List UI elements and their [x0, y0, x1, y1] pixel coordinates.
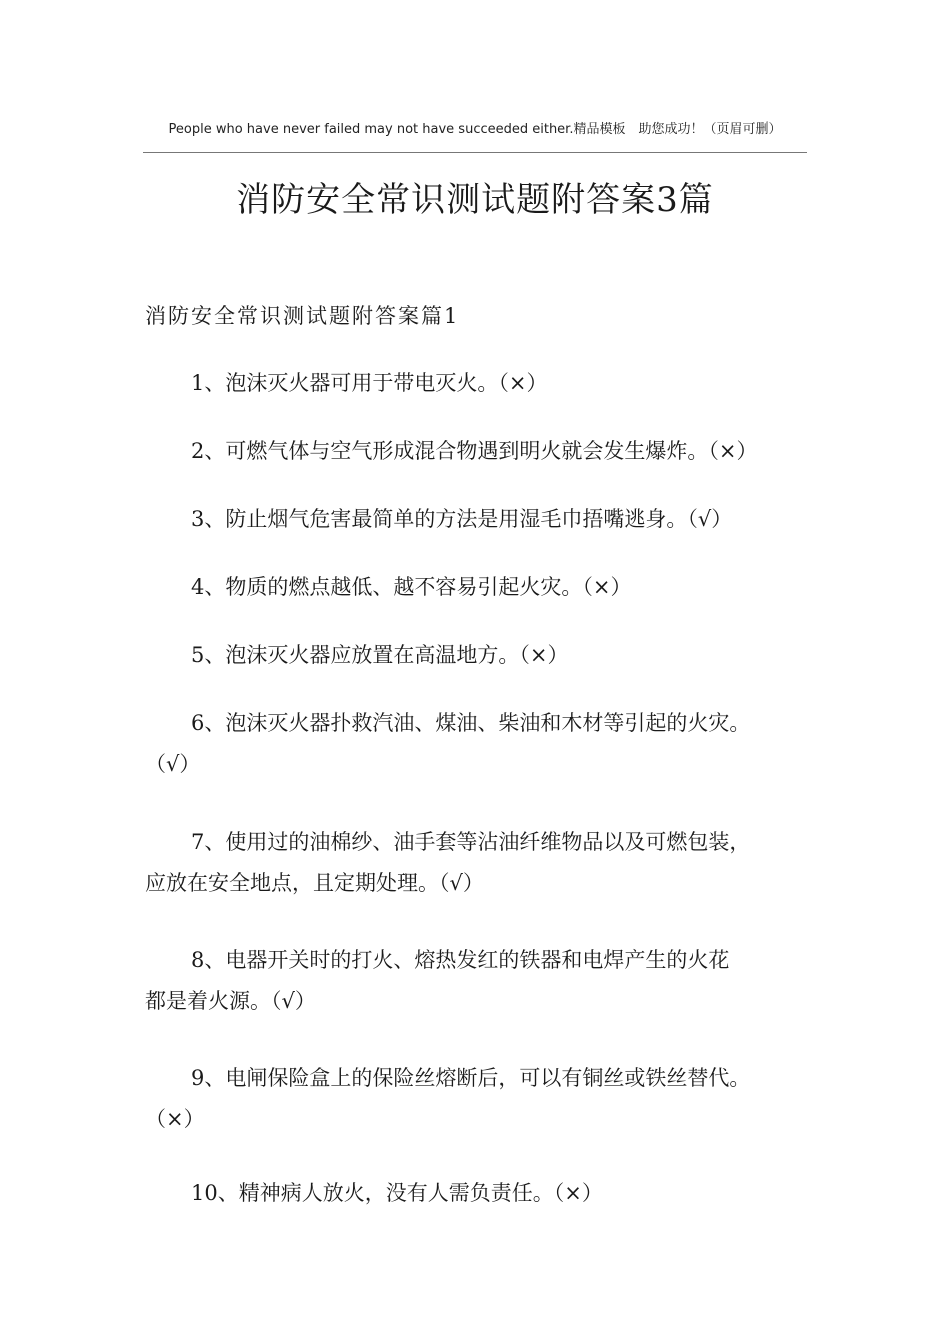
question-item	[145, 1177, 810, 1210]
question-text: 6、泡沫灭火器扑救汽油、煤油、柴油和木材等引起的火灾。	[191, 711, 751, 735]
question-text-continued: 应放在安全地点，且定期处理。（√）	[145, 871, 484, 895]
question-item	[145, 944, 810, 1018]
question-answer: （×）	[145, 1107, 205, 1131]
question-item	[145, 1062, 810, 1136]
question-text: 1、泡沫灭火器可用于带电灭火。（×）	[191, 371, 548, 395]
question-answer: （√）	[145, 752, 201, 776]
question-text: 10、精神病人放火，没有人需负责任。（×）	[191, 1181, 603, 1205]
document-title: 消防安全常识测试题附答案3篇	[236, 180, 714, 220]
question-item	[145, 571, 810, 604]
question-text: 3、防止烟气危害最简单的方法是用湿毛巾捂嘴逃身。（√）	[191, 507, 733, 531]
question-text: 8、电器开关时的打火、熔热发红的铁器和电焊产生的火花	[191, 948, 730, 972]
question-item	[145, 826, 810, 900]
question-item	[145, 639, 810, 672]
question-text: 9、电闸保险盒上的保险丝熔断后，可以有铜丝或铁丝替代。	[191, 1066, 751, 1090]
question-text: 4、物质的燃点越低、越不容易引起火灾。（×）	[191, 575, 632, 599]
question-item	[145, 503, 810, 536]
question-text-continued: 都是着火源。（√）	[145, 989, 316, 1013]
question-text: 7、使用过的油棉纱、油手套等沾油纤维物品以及可燃包装，	[191, 830, 751, 854]
question-item	[145, 367, 810, 400]
question-text: 2、可燃气体与空气形成混合物遇到明火就会发生爆炸。（×）	[191, 439, 758, 463]
question-item	[145, 435, 810, 468]
section-heading: 消防安全常识测试题附答案篇1	[145, 304, 460, 328]
header-divider	[143, 152, 807, 153]
header-text: People who have never failed may not have succeeded either.精品模板 助您成功！（页眉可删）	[168, 122, 782, 137]
question-item	[145, 707, 810, 781]
question-text: 5、泡沫灭火器应放置在高温地方。（×）	[191, 643, 569, 667]
